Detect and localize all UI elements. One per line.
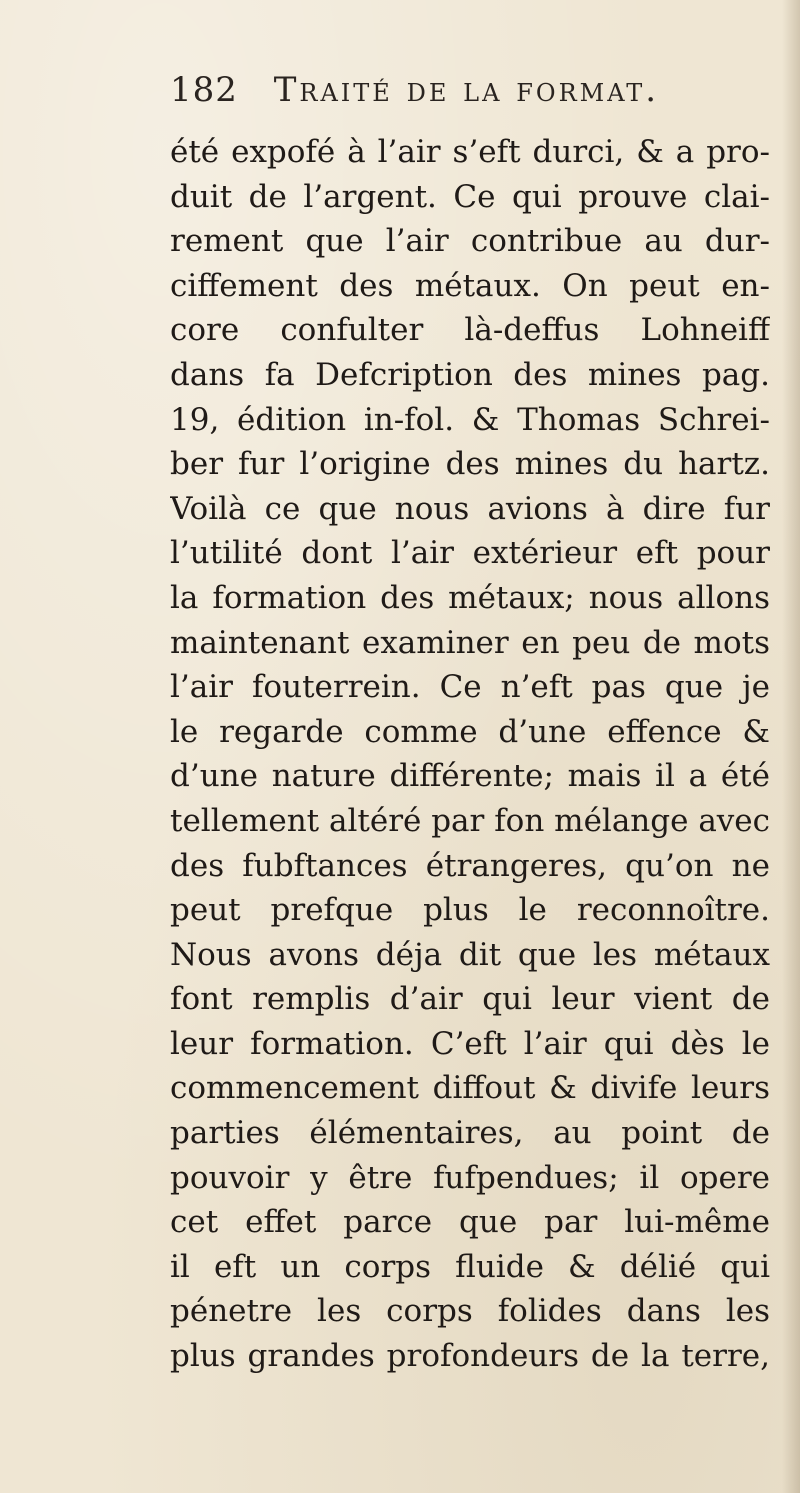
page-edge-shadow <box>782 0 800 1493</box>
text-line: pouvoir y être fufpendues; il opere <box>170 1159 770 1196</box>
text-line: des fubftances étrangeres, qu’on ne <box>170 847 770 884</box>
text-line: peut prefque plus le reconnoître. <box>170 892 770 929</box>
text-line: d’une nature différente; mais il a été <box>170 758 770 795</box>
running-header <box>170 70 770 130</box>
text-line: l’air fouterrein. Ce n’eft pas que je <box>170 669 770 706</box>
text-line: ber fur l’origine des mines du hartz. <box>170 446 770 483</box>
text-line: dans fa Defcription des mines pag. <box>170 356 770 393</box>
text-line: Nous avons déja dit que les métaux <box>170 936 770 973</box>
text-line: été expofé à l’air s’eft durci, & a pro- <box>170 134 770 170</box>
text-line: cet effet parce que par lui-même <box>170 1204 770 1241</box>
text-line: Voilà ce que nous avions à dire fur <box>170 490 770 527</box>
text-line: pénetre les corps folides dans les <box>170 1293 770 1330</box>
text-line: 19, édition in-fol. & Thomas Schrei- <box>170 401 770 438</box>
text-line: maintenant examiner en peu de mots <box>170 624 770 661</box>
page-number: 182 <box>170 70 238 110</box>
text-line: ciffement des métaux. On peut en- <box>170 267 770 304</box>
text-line: core confulter là-deffus Lohneiff <box>170 312 770 349</box>
text-line: font remplis d’air qui leur vient de <box>170 981 770 1018</box>
text-line: la formation des métaux; nous allons <box>170 579 770 616</box>
text-line: tellement altéré par fon mélange avec <box>170 802 770 839</box>
text-line: le regarde comme d’une effence & <box>170 713 770 750</box>
text-line: l’utilité dont l’air extérieur eft pour <box>170 535 770 572</box>
body-text <box>170 130 770 1379</box>
text-line: rement que l’air contribue au dur- <box>170 223 770 260</box>
text-line: il eft un corps fluide & délié qui <box>170 1248 770 1285</box>
text-line: duit de l’argent. Ce qui prouve clai- <box>170 178 770 215</box>
text-line: leur formation. C’eft l’air qui dès le <box>170 1025 770 1062</box>
running-title: Traité de la format. <box>273 70 660 110</box>
text-line: parties élémentaires, au point de <box>170 1115 770 1152</box>
text-line: commencement diffout & divife leurs <box>170 1070 770 1107</box>
text-line: plus grandes profondeurs de la terre, <box>170 1338 770 1375</box>
